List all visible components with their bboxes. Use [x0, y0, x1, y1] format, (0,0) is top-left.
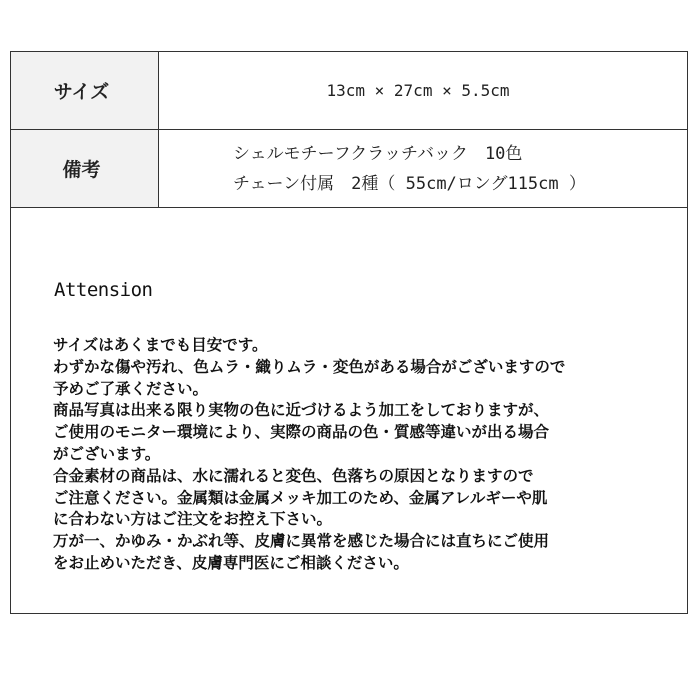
size-row [11, 52, 687, 130]
attention-line: 万が一、かゆみ・かぶれ等、皮膚に異常を感じた場合には直ちにご使用 [53, 532, 550, 551]
attention-line: 合金素材の商品は、水に濡れると変色、色落ちの原因となりますので [53, 466, 534, 485]
attention-line: がございます。 [53, 444, 161, 463]
attention-line: 予めご了承ください。 [53, 379, 209, 398]
remarks-row [11, 130, 687, 207]
attention-line: 商品写真は出来る限り実物の色に近づけるよう加工をしておりますが、 [53, 401, 550, 420]
spec-table [10, 51, 688, 208]
attention-box [10, 205, 688, 614]
attention-line: ご注意ください。金属類は金属メッキ加工のため、金属アレルギーや肌 [53, 488, 548, 507]
remarks-line-chain: チェーン付属 2種（ 55cm/ロング115cm ） [233, 173, 586, 194]
attention-line: サイズはあくまでも目安です。 [53, 336, 268, 354]
attention-title: Attension [54, 279, 153, 301]
attention-line: ご使用のモニター環境により、実際の商品の色・質感等違いが出る場合 [53, 423, 550, 442]
attention-text [53, 335, 565, 575]
size-value-line: 13cm × 27cm × 5.5cm [326, 81, 510, 100]
attention-line: をお止めいただき、皮膚専門医にご相談ください。 [53, 553, 409, 572]
attention-line: に合わない方はご注文をお控え下さい。 [53, 510, 333, 529]
remarks-line-product: シェルモチーフクラッチバック 10色 [233, 143, 523, 164]
size-value [159, 52, 687, 129]
size-label: サイズ [11, 52, 159, 129]
remarks-value [159, 130, 687, 207]
attention-line: わずかな傷や汚れ、色ムラ・織りムラ・変色がある場合がございますので [53, 357, 566, 376]
remarks-label: 備考 [11, 130, 159, 207]
